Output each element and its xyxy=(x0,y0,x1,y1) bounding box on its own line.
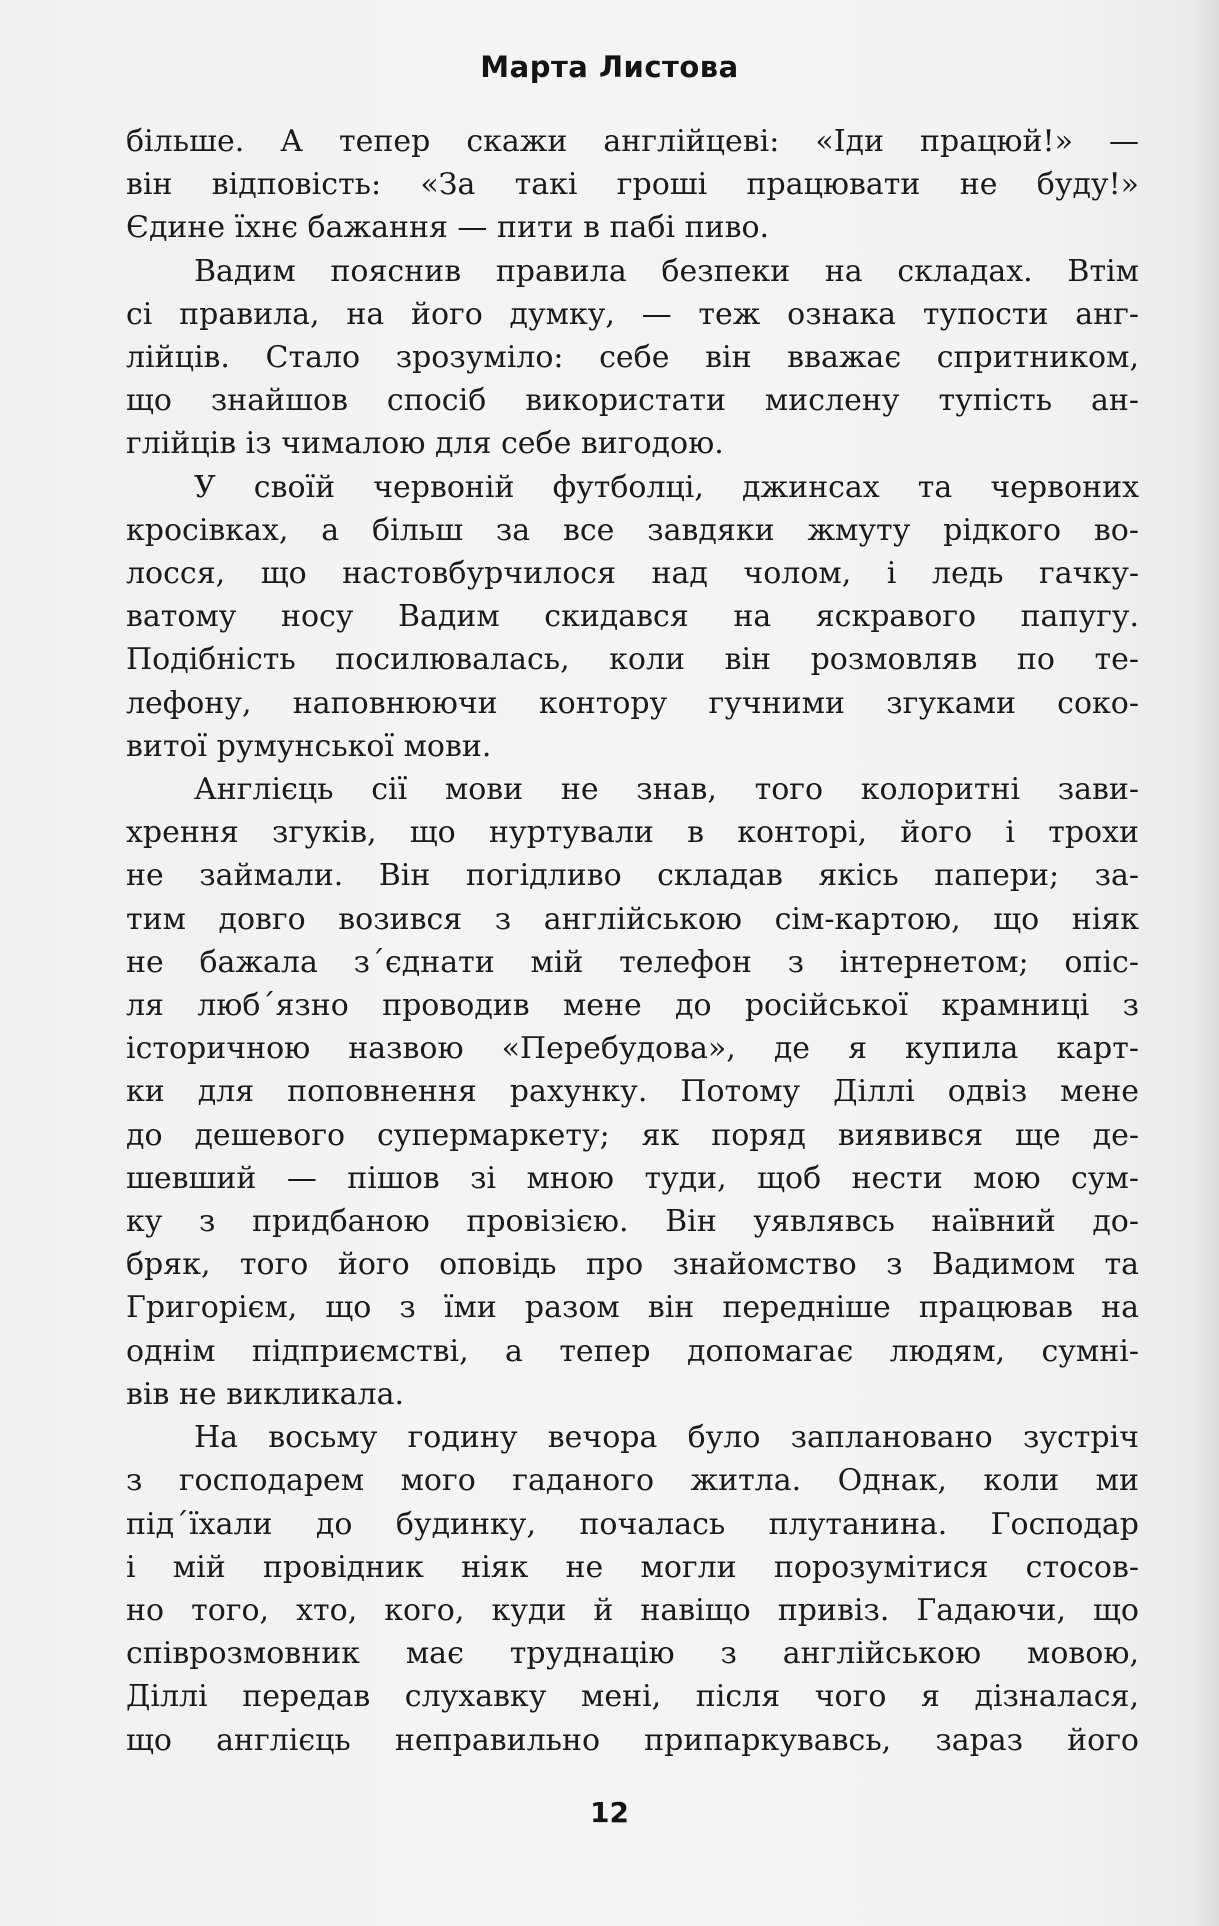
text-line: лефону, наповнюючи контору гучними згуками соко- xyxy=(126,685,1139,721)
text-line: не займали. Він погідливо складав якісь папери; за- xyxy=(126,858,1139,894)
text-line: ля люб´язно проводив мене до російської крамниці з xyxy=(126,988,1139,1024)
text-line: сі правила, на його думку, — теж ознака тупости анг- xyxy=(126,296,1139,332)
text-line: і мій провідник ніяк не могли порозумітися стосов- xyxy=(126,1549,1139,1585)
text-line: Єдине їхнє бажання — пити в пабі пиво. xyxy=(126,210,770,246)
text-line: хрення згуків, що нуртували в конторі, його і трохи xyxy=(126,815,1139,851)
text-line: історичною назвою «Перебудова», де я купила карт- xyxy=(126,1031,1139,1067)
paragraph-first-line: У своїй червоній футболці, джинсах та червоних xyxy=(194,469,1139,505)
text-line: однім підприємстві, а тепер допомагає людям, сумні- xyxy=(126,1333,1139,1369)
text-line: Діллі передав слухавку мені, після чого я дізналася, xyxy=(126,1679,1139,1715)
text-line: не бажала з´єднати мій телефон з інтернетом; опіс- xyxy=(126,944,1139,980)
text-line: що англієць неправильно припаркувавсь, зараз його xyxy=(126,1722,1139,1758)
text-line: тим довго возився з англійською сім-картою, що ніяк xyxy=(126,901,1139,937)
text-line: лосся, що настовбурчилося над чолом, і ледь гачку- xyxy=(126,556,1139,592)
text-line: лійців. Стало зрозуміло: себе він вважає спритником, xyxy=(126,340,1139,376)
paragraph-first-line: На восьму годину вечора було заплановано зустріч xyxy=(194,1420,1139,1456)
text-line: з господарем мого гаданого житла. Однак, коли ми xyxy=(126,1463,1139,1499)
text-line: більше. А тепер скажи англійцеві: «Іди працюй!» — xyxy=(126,124,1139,159)
text-line: співрозмовник має труднацію з англійською мовою, xyxy=(126,1636,1139,1672)
text-line: що знайшов спосіб використати мислену тупість ан- xyxy=(126,383,1139,419)
text-line: ки для поповнення рахунку. Потому Діллі одвіз мене xyxy=(126,1074,1139,1110)
body-text xyxy=(126,120,1139,1762)
page-edge-shadow xyxy=(1195,0,1219,1926)
text-line: глійців із чималою для себе вигодою. xyxy=(126,426,724,462)
paragraph-first-line: Вадим пояснив правила безпеки на складах. Втім xyxy=(194,253,1139,289)
text-line: витої румунської мови. xyxy=(126,728,492,764)
paragraph-first-line: Англієць сії мови не знав, того колоритні зави- xyxy=(194,772,1139,808)
text-line: під´їхали до будинку, почалась плутанина. Господар xyxy=(126,1506,1139,1542)
text-line: Григорієм, що з їми разом він передніше працював на xyxy=(126,1290,1139,1326)
page-number: 12 xyxy=(590,1796,629,1829)
text-line: шевший — пішов зі мною туди, щоб нести мою сум- xyxy=(126,1160,1139,1196)
text-line: но того, хто, кого, куди й навіщо привіз. Гадаючи, що xyxy=(126,1592,1139,1628)
text-line: він відповість: «За такі гроші працювати не буду!» xyxy=(126,167,1139,203)
text-line: ватому носу Вадим скидався на яскравого папугу. xyxy=(126,599,1139,635)
text-line: до дешевого супермаркету; як поряд виявився ще де- xyxy=(126,1117,1139,1153)
text-line: вів не викликала. xyxy=(126,1376,404,1412)
text-line: Подібність посилювалась, коли він розмовляв по те- xyxy=(126,642,1139,678)
text-line: ку з придбаною провізією. Він уявлявсь наївний до- xyxy=(126,1204,1139,1240)
running-head-author: Марта Листова xyxy=(480,50,739,84)
text-line: кросівках, а більш за все завдяки жмуту рідкого во- xyxy=(126,512,1139,548)
text-line: бряк, того його оповідь про знайомство з Вадимом та xyxy=(126,1247,1139,1283)
